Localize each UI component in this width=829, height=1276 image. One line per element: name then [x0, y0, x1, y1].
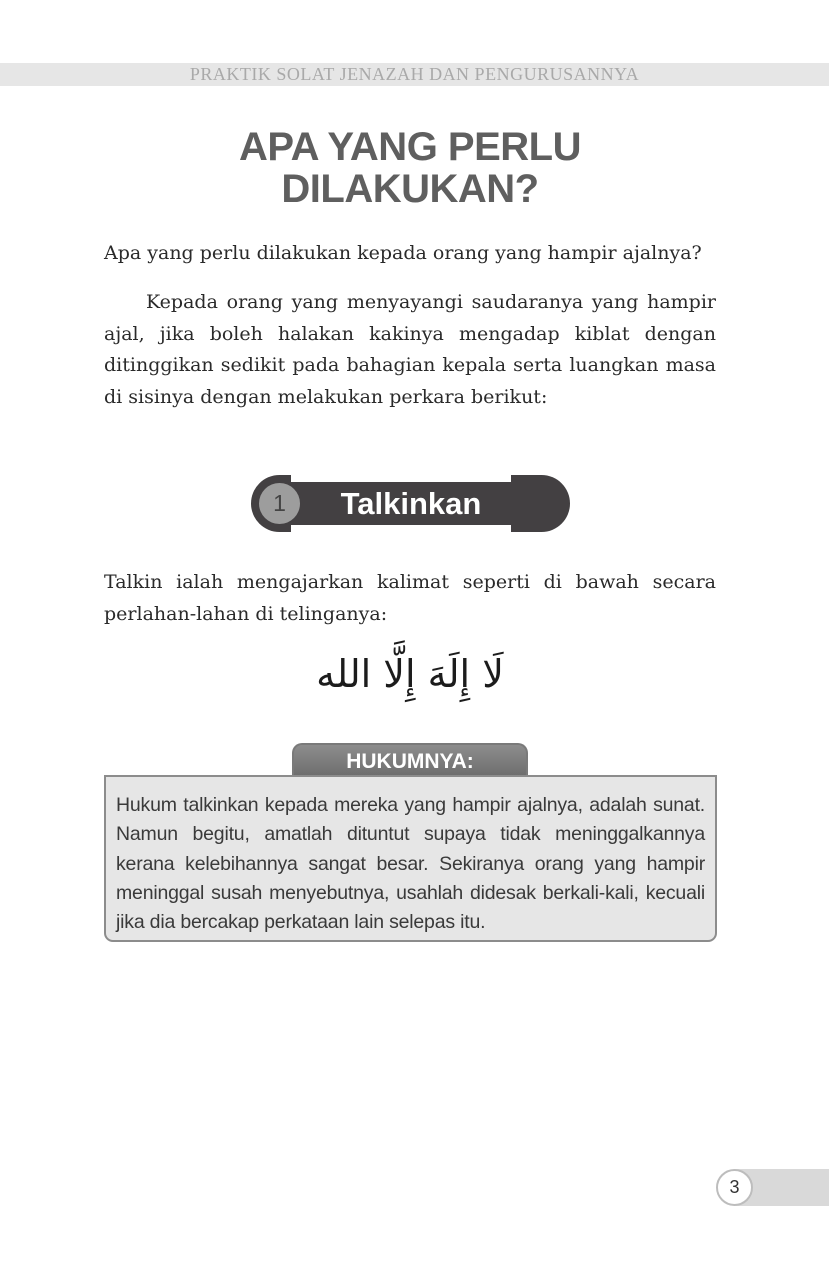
- ruling-body-text: Hukum talkinkan kepada mereka yang hampir ajalnya, adalah sunat. Namun begitu, amatlah dituntut supaya tidak meninggalkannya kerana kelebihannya sangat besar. Sekiranya orang yang hampir meninggal susah menyebutnya, usahlah didesak berkali-kali, kecuali jika dia bercakap perkataan lain selepas itu.: [116, 794, 705, 934]
- page-number: 3: [716, 1169, 753, 1206]
- section-heading-pill: [251, 475, 570, 532]
- arabic-kalimah: لَا إِلَهَ إِلَّا الله: [316, 652, 504, 696]
- section-number-badge: 1: [259, 483, 300, 524]
- page-title-line-1: APA YANG PERLU: [239, 125, 581, 169]
- question-paragraph: Apa yang perlu dilakukan kepada orang yang hampir ajalnya?: [104, 242, 702, 264]
- page-title: [104, 126, 716, 210]
- talkin-paragraph: Talkin ialah mengajarkan kalimat seperti di bawah secara perlahan-lahan di telinganya:: [104, 571, 716, 625]
- ruling-box: [104, 775, 717, 942]
- running-header: PRAKTIK SOLAT JENAZAH DAN PENGURUSANNYA: [0, 63, 829, 86]
- section-heading-label: Talkinkan: [340, 486, 482, 521]
- page-title-line-2: DILAKUKAN?: [281, 167, 539, 211]
- ruling-heading-tab: HUKUMNYA:: [292, 743, 528, 778]
- intro-paragraph: Kepada orang yang menyayangi saudaranya yang hampir ajal, jika boleh halakan kakinya mengadap kiblat dengan ditinggikan sedikit pada bahagian kepala serta luangkan masa di sisinya dengan melakukan perkara berikut:: [104, 291, 716, 408]
